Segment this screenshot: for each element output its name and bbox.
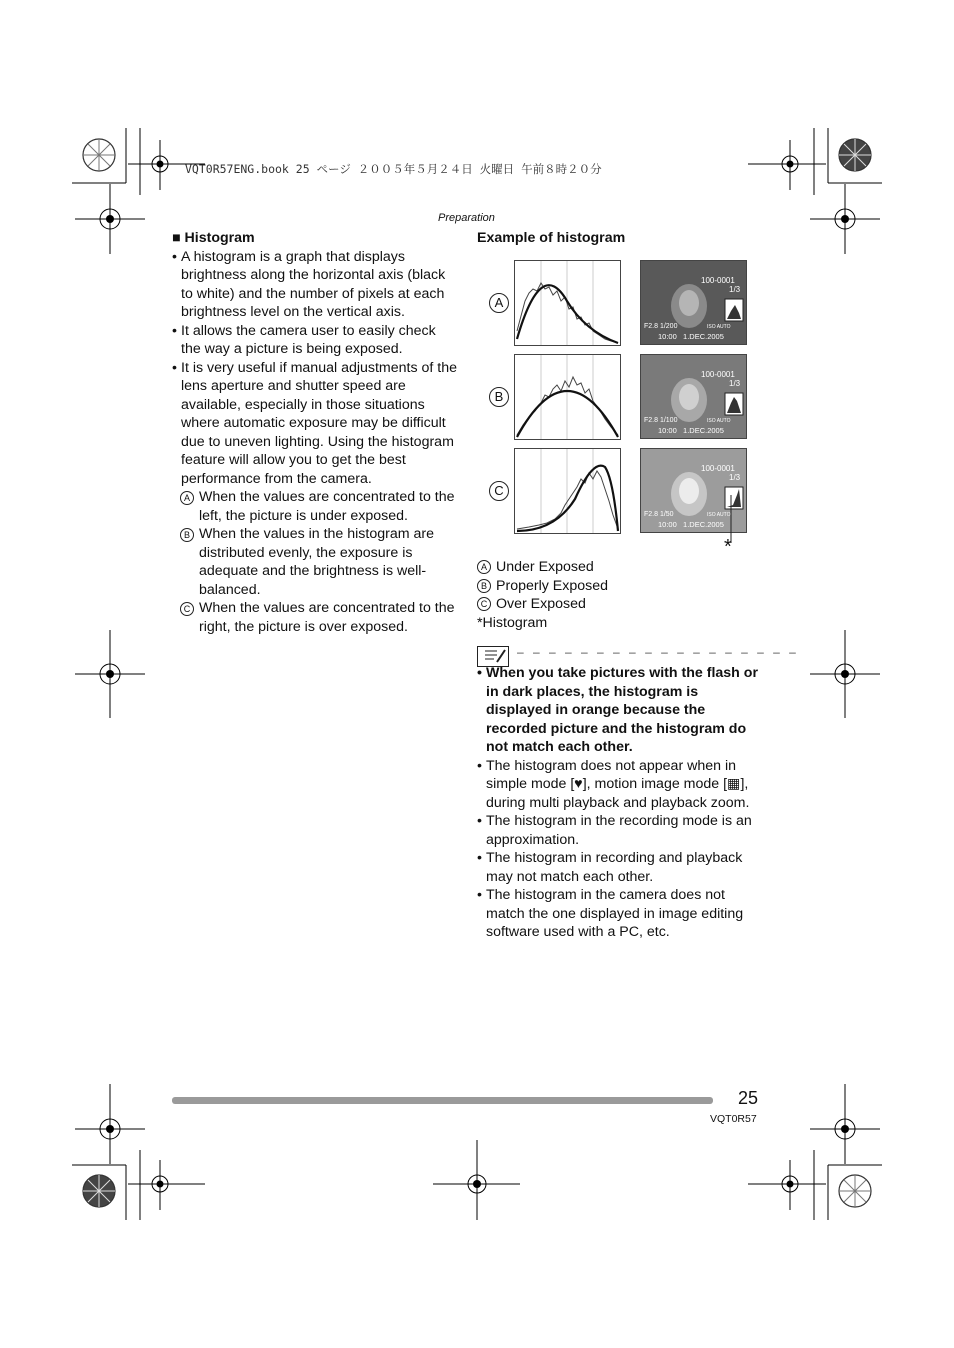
left-bullet: • It is very useful if manual adjustments of the lens aperture and shutter speed are available, especially in those situations where automatic exposure may be difficult due to uneven lighting. Using the histogram feature will allow you to get the best performance from the camera. [172, 359, 457, 489]
note-item: • The histogram in recording and playback may not match each other. [477, 849, 762, 886]
exposure-info: F2.8 1/200 [644, 323, 678, 330]
legend [477, 558, 608, 632]
notes-list [477, 664, 762, 942]
page-number: 25 [738, 1088, 759, 1108]
panel-label-b: B [489, 387, 509, 407]
left-bullet: • It allows the camera user to easily check the way a picture is being exposed. [172, 322, 457, 359]
file-counter: 100-0001 [701, 370, 735, 379]
footer-rule [172, 1097, 713, 1104]
histogram-graph-over [514, 448, 621, 534]
sub-item-a [172, 488, 457, 525]
model-code: VQT0R57 [710, 1113, 757, 1125]
right-column [477, 229, 762, 248]
iso-info: ISO AUTO [707, 418, 731, 424]
mark-b: B [180, 528, 194, 542]
mark-c: C [180, 602, 194, 616]
legend-item [477, 595, 608, 614]
frame-count: 1/3 [729, 285, 741, 294]
mark-c: C [477, 597, 491, 611]
legend-item [477, 558, 608, 577]
legend-text: Properly Exposed [496, 577, 608, 594]
iso-info: ISO AUTO [707, 324, 731, 330]
camera-screen-proper [640, 354, 747, 439]
exposure-info: F2.8 1/100 [644, 417, 678, 424]
note-item: • The histogram in the camera does not match the one displayed in image editing software used with a PC, etc. [477, 886, 762, 942]
histogram-graph-proper [514, 354, 621, 440]
sub-item-b [172, 525, 457, 599]
note-item: • The histogram in the recording mode is an approximation. [477, 812, 762, 849]
panel-label-a: A [489, 293, 509, 313]
exposure-info: F2.8 1/50 [644, 511, 674, 518]
histogram-heading: ■ Histogram [172, 230, 255, 246]
sub-item-text: When the values in the histogram are distributed evenly, the exposure is adequate and the brightness is well-balanced. [199, 526, 435, 598]
sub-item-c [172, 599, 457, 636]
camera-screen-under [640, 260, 747, 345]
frame-count: 1/3 [729, 379, 741, 388]
datetime: 10:00 1.DEC.2005 [658, 520, 724, 529]
legend-item [477, 614, 608, 633]
iso-info: ISO AUTO [707, 512, 731, 518]
sub-item-text: When the values are concentrated to the left, the picture is under exposed. [199, 489, 455, 524]
legend-text: *Histogram [477, 614, 548, 631]
panel-label-c: C [489, 481, 509, 501]
left-column [172, 229, 457, 636]
example-heading: Example of histogram [477, 230, 626, 246]
legend-text: Under Exposed [496, 559, 594, 575]
file-counter: 100-0001 [701, 276, 735, 285]
section-label: Preparation [438, 212, 495, 224]
mark-a: A [477, 560, 491, 574]
sub-item-text: When the values are concentrated to the right, the picture is over exposed. [199, 600, 455, 635]
mark-a: A [180, 491, 194, 505]
frame-count: 1/3 [729, 473, 741, 482]
mark-b: B [477, 579, 491, 593]
legend-item [477, 577, 608, 596]
datetime: 10:00 1.DEC.2005 [658, 332, 724, 341]
note-item: • When you take pictures with the flash or in dark places, the histogram is displayed in orange because the recorded picture and the histogram do not match each other. [477, 664, 762, 757]
note-item: • The histogram does not appear when in simple mode [♥], motion image mode [▦], during multi playback and playback zoom. [477, 757, 762, 813]
left-bullet: • A histogram is a graph that displays brightness along the horizontal axis (black to white) and the number of pixels at each brightness level on the vertical axis. [172, 248, 457, 322]
datetime: 10:00 1.DEC.2005 [658, 426, 724, 435]
print-header-line: VQT0R57ENG.book 25 ページ ２００５年５月２４日 火曜日 午前８時２０分 [185, 162, 602, 176]
file-counter: 100-0001 [701, 464, 735, 473]
note-divider: – – – – – – – – – – – – – – – – – – [517, 645, 799, 659]
histogram-graph-under [514, 260, 621, 346]
legend-text: Over Exposed [496, 596, 586, 612]
asterisk-marker: * [724, 536, 732, 558]
